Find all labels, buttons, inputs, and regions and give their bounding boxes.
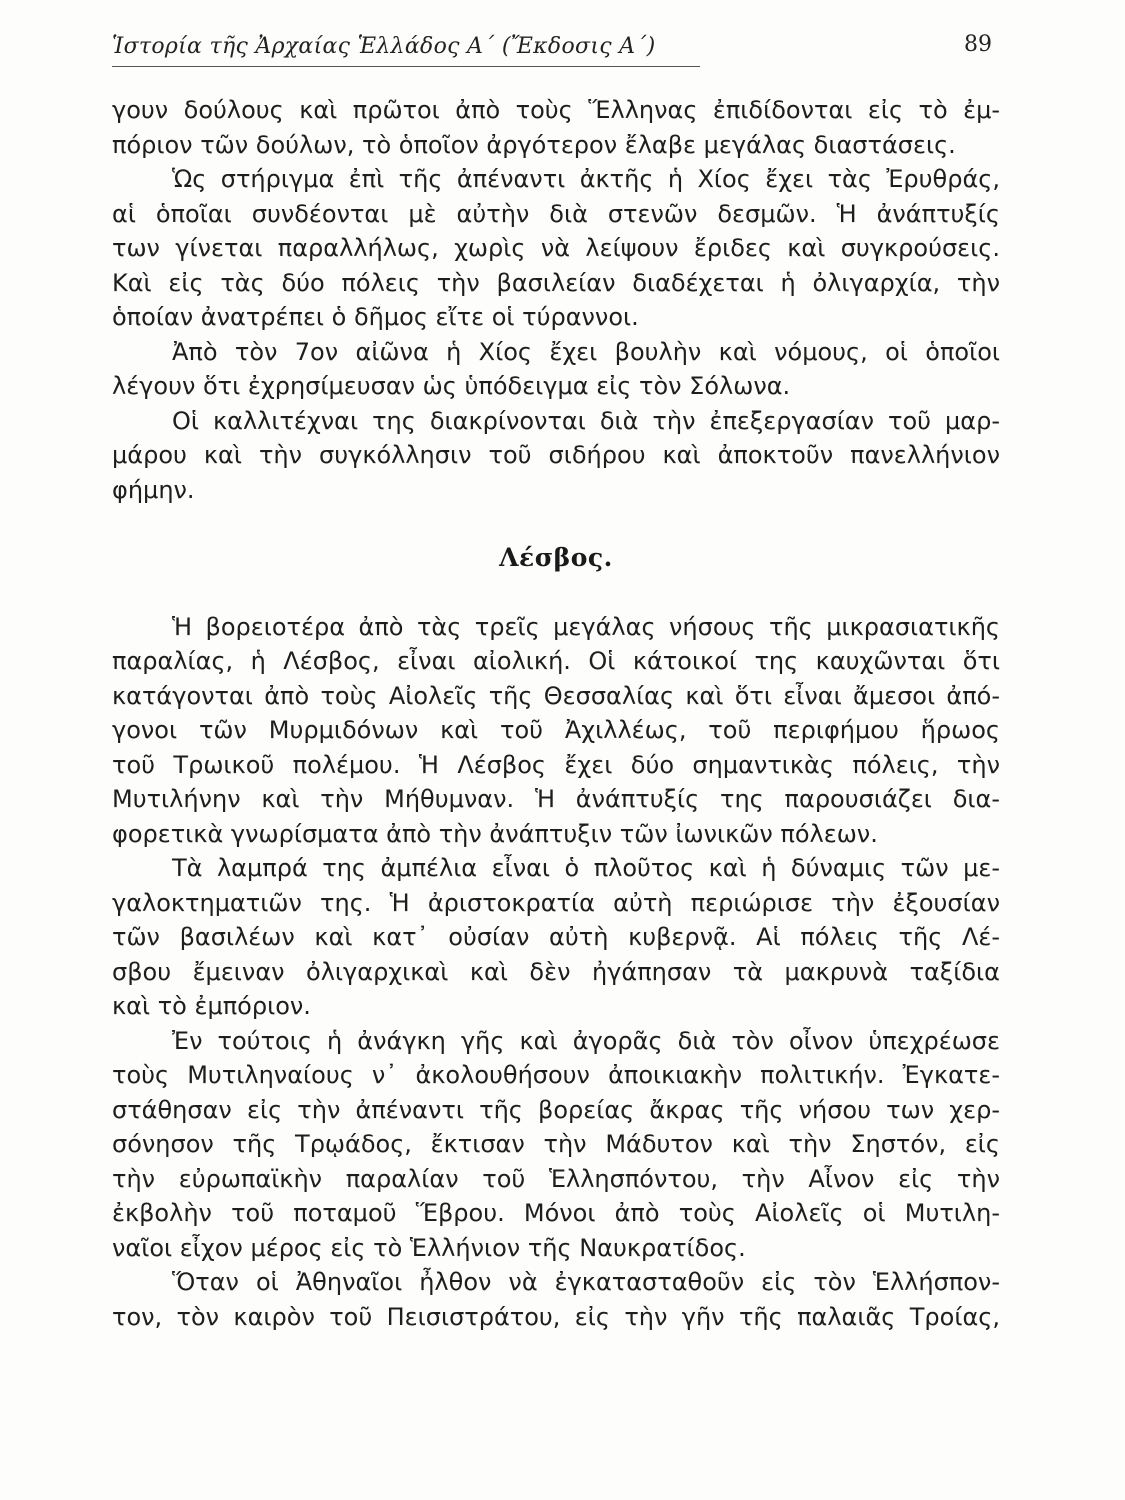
text-line: Ἐν τούτοις ἡ ἀνάγκη γῆς καὶ ἀγορᾶς διὰ τὸν οἶνον ὑπεχρέωσε [172,1026,1000,1055]
running-header [112,30,992,66]
page-number: 89 [964,32,992,57]
text-line: σόνησον τῆς Τρῳάδος, ἔκτισαν τὴν Μάδυτον καὶ τὴν Σηστόν, εἰς [112,1130,1000,1158]
text-line: Τὰ λαμπρά της ἀμπέλια εἶναι ὁ πλοῦτος καὶ ἡ δύναμις τῶν με- [172,854,1000,882]
header-rule [112,66,700,67]
text-line: φορετικὰ γνωρίσματα ἀπὸ τὴν ἀνάπτυξιν τῶν ἰωνικῶν πόλεων. [112,819,878,848]
text-line: Ὅταν οἱ Ἀθηναῖοι ἦλθον νὰ ἐγκατασταθοῦν εἰς τὸν Ἑλλήσπον- [172,1268,1000,1296]
running-title: Ἱστορία τῆς Ἀρχαίας Ἑλλάδος Α΄ (Ἔκδοσις Α΄) [112,34,656,59]
text-line: Οἱ καλλιτέχναι της διακρίνονται διὰ τὴν ἐπεξεργασίαν τοῦ μαρ- [172,406,1000,435]
text-line: αἱ ὁποῖαι συνδέονται μὲ αὐτὴν διὰ στενῶν δεσμῶν. Ἡ ἀνάπτυξίς [112,199,1000,228]
text-line: Καὶ εἰς τὰς δύο πόλεις τὴν βασιλείαν διαδέχεται ἡ ὀλιγαρχία, τὴν [112,268,1000,297]
text-line: τὴν εὐρωπαϊκὴν παραλίαν τοῦ Ἑλλησπόντου, τὴν Αἶνον εἰς τὴν [112,1164,1000,1193]
text-line: ἐκβολὴν τοῦ ποταμοῦ Ἕβρου. Μόνοι ἀπὸ τοὺς Αἰολεῖς οἱ Μυτιλη- [112,1199,1000,1227]
text-line: Ἀπὸ τὸν 7ον αἰῶνα ἡ Χίος ἔχει βουλὴν καὶ νόμους, οἱ ὁποῖοι [172,337,1000,366]
section-heading: Λέσβος. [499,543,613,572]
text-line: πόριον τῶν δούλων, τὸ ὁποῖον ἀργότερον ἔλαβε μεγάλας διαστάσεις. [112,130,956,159]
text-line: γαλοκτηματιῶν της. Ἡ ἀριστοκρατία αὐτὴ περιώρισε τὴν ἐξουσίαν [112,888,1000,917]
text-line: ὁποίαν ἀνατρέπει ὁ δῆμος εἴτε οἱ τύραννοι. [112,303,639,331]
text-line: γουν δούλους καὶ πρῶτοι ἀπὸ τοὺς Ἕλληνας ἐπιδίδονται εἰς τὸ ἐμ- [112,96,1000,124]
text-line: στάθησαν εἰς τὴν ἀπέναντι τῆς βορείας ἄκρας τῆς νήσου των χερ- [112,1095,1000,1124]
text-line: λέγουν ὅτι ἐχρησίμευσαν ὡς ὑπόδειγμα εἰς τὸν Σόλωνα. [112,372,791,400]
text-line: Μυτιλήνην καὶ τὴν Μήθυμναν. Ἡ ἀνάπτυξίς της παρουσιάζει δια- [112,785,1000,813]
text-line: τοῦ Τρωικοῦ πολέμου. Ἡ Λέσβος ἔχει δύο σημαντικὰς πόλεις, τὴν [112,750,1000,779]
body-text [112,93,1000,1334]
text-line: γονοι τῶν Μυρμιδόνων καὶ τοῦ Ἀχιλλέως, τοῦ περιφήμου ἥρωος [112,716,1000,744]
text-line: τοὺς Μυτιληναίους ν᾽ ἀκολουθήσουν ἀποικιακὴν πολιτικήν. Ἐγκατε- [112,1061,1000,1089]
text-line: κατάγονται ἀπὸ τοὺς Αἰολεῖς τῆς Θεσσαλίας καὶ ὅτι εἶναι ἄμεσοι ἀπό- [112,681,1000,710]
text-line: των γίνεται παραλλήλως, χωρὶς νὰ λείψουν ἔριδες καὶ συγκρούσεις. [112,234,1000,262]
text-line: σβου ἔμειναν ὀλιγαρχικαὶ καὶ δὲν ἠγάπησαν τὰ μακρυνὰ ταξίδια [112,957,1000,986]
text-line: τῶν βασιλέων καὶ κατ᾽ οὐσίαν αὐτὴ κυβερνᾷ. Αἱ πόλεις τῆς Λέ- [112,923,1000,951]
text-line: Ὡς στήριγμα ἐπὶ τῆς ἀπέναντι ἀκτῆς ἡ Χίος ἔχει τὰς Ἐρυθράς, [172,165,1000,193]
text-line: Ἡ βορειοτέρα ἀπὸ τὰς τρεῖς μεγάλας νήσους τῆς μικρασιατικῆς [172,612,1000,641]
text-line: μάρου καὶ τὴν συγκόλλησιν τοῦ σιδήρου καὶ ἀποκτοῦν πανελλήνιον [112,441,1000,469]
text-line: φήμην. [112,475,195,504]
text-line: παραλίας, ἡ Λέσβος, εἶναι αἰολική. Οἱ κάτοικοί της καυχῶνται ὅτι [112,647,1000,675]
text-line: καὶ τὸ ἐμπόριον. [112,992,311,1020]
text-line: ναῖοι εἶχον μέρος εἰς τὸ Ἑλλήνιον τῆς Ναυκρατίδος. [112,1233,746,1262]
text-line: τον, τὸν καιρὸν τοῦ Πεισιστράτου, εἰς τὴν γῆν τῆς παλαιᾶς Τροίας, [112,1302,1000,1331]
